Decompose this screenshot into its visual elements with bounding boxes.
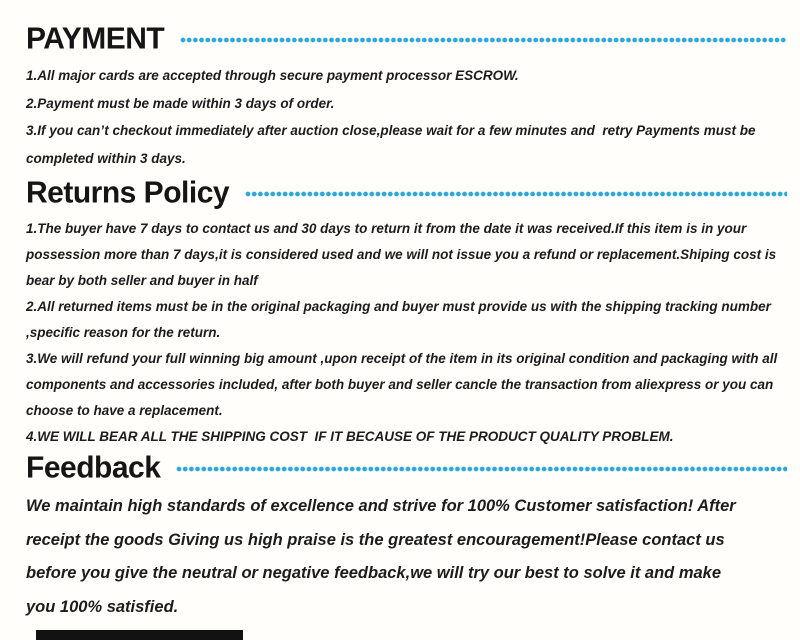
dotted-divider xyxy=(180,36,787,44)
payment-term-2: 2.Payment must be made within 3 days of order. xyxy=(26,95,335,111)
section-payment xyxy=(26,21,787,172)
payment-term-3: 3.If you can’t checkout immediately after auction close,please wait for a few minutes and retry Payments must be completed within 3 days. xyxy=(26,123,760,166)
returns-header-row xyxy=(26,175,787,211)
feedback-header-row xyxy=(26,450,787,486)
partial-next-section-bar xyxy=(36,630,243,640)
feedback-text-block xyxy=(26,490,787,624)
returns-terms-list xyxy=(26,216,787,450)
dotted-divider xyxy=(176,465,787,473)
dotted-divider xyxy=(245,190,787,198)
returns-term-3: 3.We will refund your full winning big amount ,upon receipt of the item in its original condition and packaging with all components and accessories included, after both buyer and seller cancle the transaction from aliexpress or you can choose to have a replacement. xyxy=(26,351,782,418)
payment-term-1: 1.All major cards are accepted through secure payment processor ESCROW. xyxy=(26,68,519,83)
returns-term-4: 4.WE WILL BEAR ALL THE SHIPPING COST IF IT BECAUSE OF THE PRODUCT QUALITY PROBLEM. xyxy=(26,429,674,444)
feedback-heading: Feedback xyxy=(26,450,161,485)
returns-term-2: 2.All returned items must be in the original packaging and buyer must provide us with the shipping tracking number ,specific reason for the return. xyxy=(26,299,775,340)
payment-heading: PAYMENT xyxy=(26,21,165,56)
payment-terms-list xyxy=(26,62,787,172)
payment-header-row xyxy=(26,21,787,57)
returns-policy-heading: Returns Policy xyxy=(26,175,230,210)
section-returns-policy xyxy=(26,175,787,450)
section-feedback xyxy=(26,450,787,624)
returns-term-1: 1.The buyer have 7 days to contact us and 30 days to return it from the date it was received.If this item is in your possession more than 7 days,it is considered used and we will not issue you a refund or replacement.Shiping cost is bear by both seller and buyer in half xyxy=(26,221,780,288)
feedback-text: We maintain high standards of excellence and strive for 100% Customer satisfaction! After receipt the goods Giving us high praise is the greatest encouragement!Please contact us before you give the neutral or negative feedback,we will try our best to solve it and make you 100% satisfied. xyxy=(26,497,741,616)
